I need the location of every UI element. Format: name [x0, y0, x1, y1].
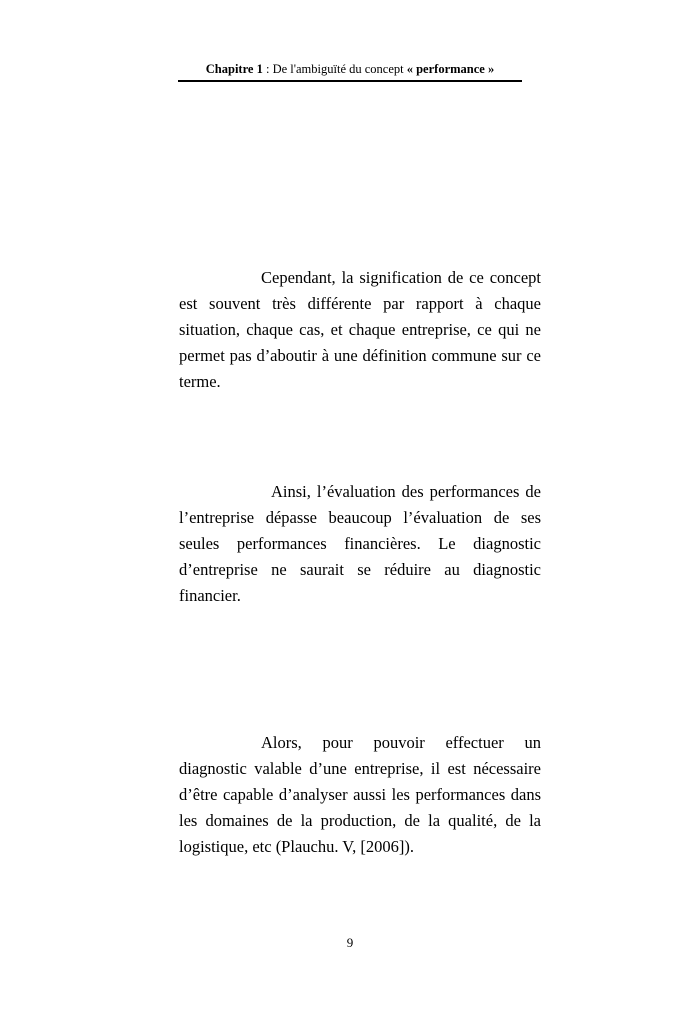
header-divider: [178, 80, 522, 82]
chapter-title: De l'ambiguïté du concept: [272, 62, 404, 76]
running-header: [180, 62, 520, 77]
chapter-label: Chapitre 1: [205, 62, 263, 76]
paragraph-cependant: Cependant, la signification de ce concept est souvent très différente par rapport à chaque situation, chaque cas, et chaque entreprise, ce qui ne permet pas d’aboutir à une définition commune sur ce terme.: [179, 267, 541, 391]
chapter-concept: « performance »: [406, 62, 495, 76]
paragraph-ainsi: Ainsi, l’évaluation des performances de l’entreprise dépasse beaucoup l’évaluation de ses seules performances financières. Le diagnostic d’entreprise ne saurait se réduire au diagnostic financier.: [179, 481, 541, 605]
header-separator: :: [262, 62, 273, 76]
paragraph-alors: Alors, pour pouvoir effectuer un diagnostic valable d’une entreprise, il est nécessaire d’être capable d’analyser aussi les performances dans les domaines de la production, de la qualité, de la logistique, etc (Plauchu. V, [2006]).: [179, 732, 541, 856]
page-number: 9: [346, 935, 354, 950]
